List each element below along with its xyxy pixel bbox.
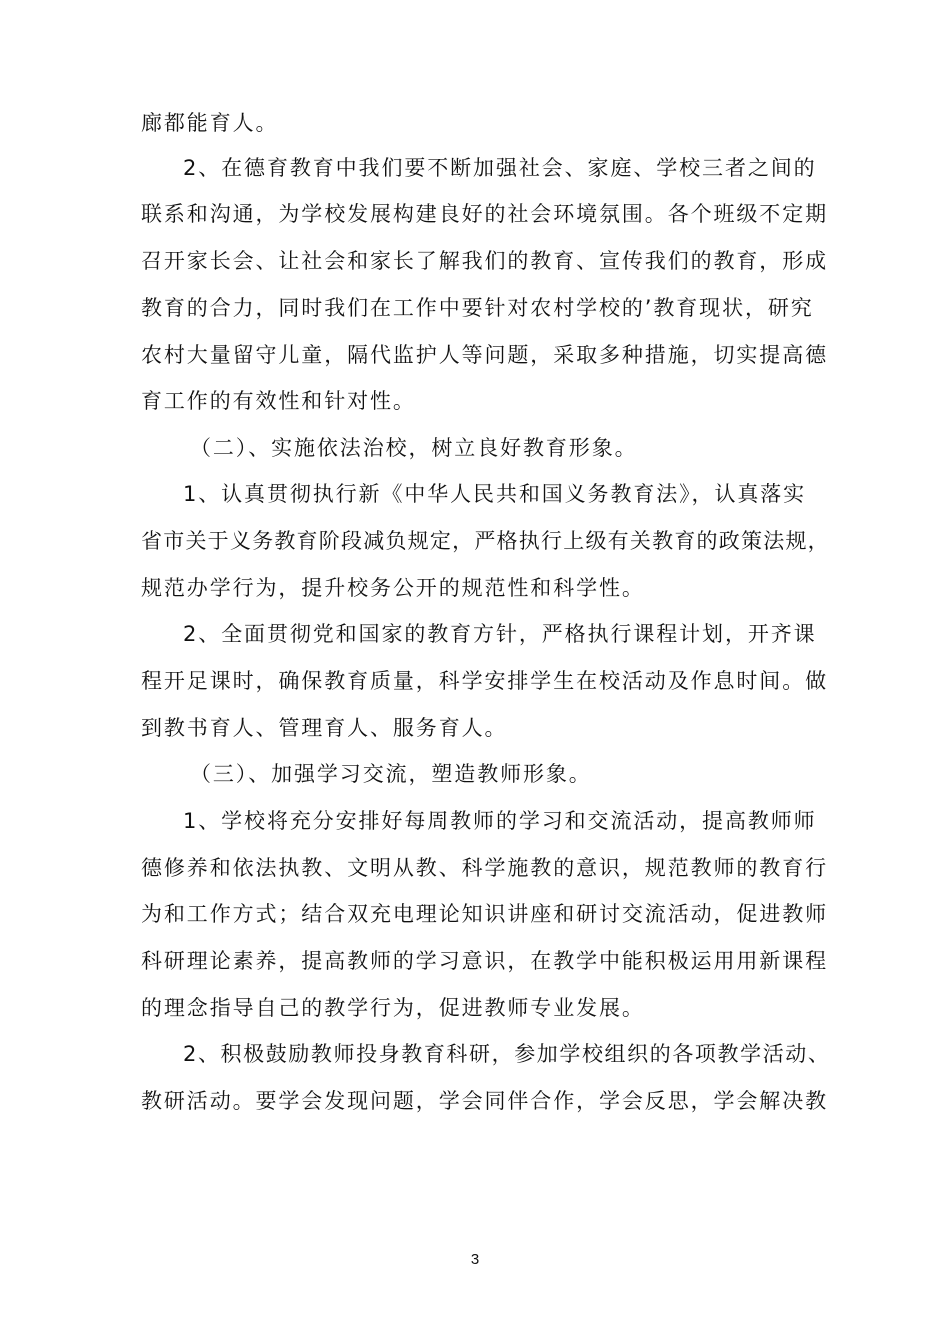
text-line: 联系和沟通，为学校发展构建良好的社会环境氛围。各个班级不定期 [141,202,828,226]
text-line: 教育的合力，同时我们在工作中要针对农村学校的’教育现状，研究 [141,296,814,320]
text-line: 科研理论素养，提高教师的学习意识，在教学中能积极运用用新课程 [141,949,828,973]
text-line: 为和工作方式；结合双充电理论知识讲座和研讨交流活动，促进教师 [141,902,828,926]
page-number: 3 [470,1251,480,1268]
text-line: 农村大量留守儿童，隔代监护人等问题，采取多种措施，切实提高德 [141,343,828,367]
section-heading: （三）、加强学习交流，塑造教师形象。 [190,762,592,786]
text-line: 2、全面贯彻党和国家的教育方针，严格执行课程计划，开齐课 [183,622,817,646]
text-line: 召开家长会、让社会和家长了解我们的教育、宣传我们的教育，形成 [141,249,828,273]
text-line: 廊都能育人。 [141,111,279,135]
text-line: 育工作的有效性和针对性。 [141,389,416,413]
text-line: 2、积极鼓励教师投身教育科研，参加学校组织的各项教学活动、 [183,1042,831,1066]
text-line: 教研活动。要学会发现问题，学会同伴合作，学会反思，学会解决教 [141,1089,828,1113]
text-line: 的理念指导自己的教学行为，促进教师专业发展。 [141,996,645,1020]
text-line: 规范办学行为，提升校务公开的规范性和科学性。 [141,576,645,600]
text-line: 2、在德育教育中我们要不断加强社会、家庭、学校三者之间的 [183,156,817,180]
text-line: 省市关于义务教育阶段减负规定，严格执行上级有关教育的政策法规， [141,529,830,553]
text-line: 到教书育人、管理育人、服务育人。 [141,716,508,740]
text-line: 德修养和依法执教、文明从教、科学施教的意识，规范教师的教育行 [141,856,828,880]
section-heading: （二）、实施依法治校，树立良好教育形象。 [190,436,638,460]
text-line: 1、学校将充分安排好每周教师的学习和交流活动，提高教师师 [183,809,817,833]
text-line: 1、认真贯彻执行新《中华人民共和国义务教育法》，认真落实 [183,482,807,506]
text-line: 程开足课时，确保教育质量，科学安排学生在校活动及作息时间。做 [141,669,828,693]
